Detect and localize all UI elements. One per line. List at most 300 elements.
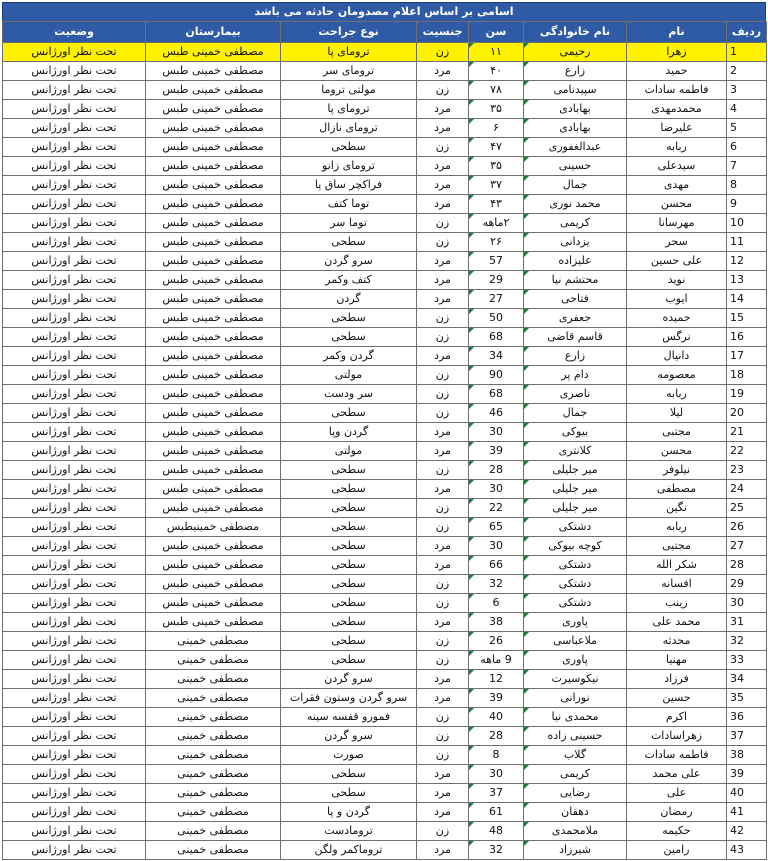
cell-first-name[interactable]: اکرم <box>627 708 727 727</box>
cell-row-number[interactable]: 32 <box>727 632 767 651</box>
cell-row-number[interactable]: 22 <box>727 442 767 461</box>
cell-injury-type[interactable]: مولتی <box>281 442 417 461</box>
cell-age[interactable]: 30 <box>469 537 524 556</box>
cell-age[interactable]: 27 <box>469 290 524 309</box>
cell-status[interactable]: تحت نظر اورژانس <box>3 290 146 309</box>
cell-injury-type[interactable]: ترومادست <box>281 822 417 841</box>
cell-gender[interactable]: مرد <box>417 195 469 214</box>
cell-row-number[interactable]: 16 <box>727 328 767 347</box>
cell-last-name[interactable]: جمال <box>524 176 627 195</box>
cell-row-number[interactable]: 34 <box>727 670 767 689</box>
cell-last-name[interactable]: رضایی <box>524 784 627 803</box>
cell-status[interactable]: تحت نظر اورژانس <box>3 746 146 765</box>
cell-age[interactable]: ۶ <box>469 119 524 138</box>
cell-first-name[interactable]: علیرضا <box>627 119 727 138</box>
cell-first-name[interactable]: حمید <box>627 62 727 81</box>
cell-status[interactable]: تحت نظر اورژانس <box>3 271 146 290</box>
cell-row-number[interactable]: 9 <box>727 195 767 214</box>
cell-hospital[interactable]: مصطفی خمینی طبس <box>146 385 281 404</box>
cell-gender[interactable]: زن <box>417 233 469 252</box>
cell-hospital[interactable]: مصطفی خمینی طبس <box>146 195 281 214</box>
cell-injury-type[interactable]: سرو گردن وستون فقرات <box>281 689 417 708</box>
cell-age[interactable]: ۲۶ <box>469 233 524 252</box>
table-row[interactable] <box>3 461 767 480</box>
cell-status[interactable]: تحت نظر اورژانس <box>3 328 146 347</box>
cell-injury-type[interactable]: ترومای نازال <box>281 119 417 138</box>
table-row[interactable] <box>3 499 767 518</box>
cell-injury-type[interactable]: سطحی <box>281 613 417 632</box>
cell-first-name[interactable]: محمد علی <box>627 613 727 632</box>
table-row[interactable] <box>3 214 767 233</box>
cell-gender[interactable]: مرد <box>417 100 469 119</box>
table-row[interactable] <box>3 689 767 708</box>
cell-age[interactable]: 32 <box>469 841 524 860</box>
cell-gender[interactable]: زن <box>417 138 469 157</box>
cell-first-name[interactable]: فرزاد <box>627 670 727 689</box>
cell-last-name[interactable]: کلانتری <box>524 442 627 461</box>
cell-last-name[interactable]: محمد نوری <box>524 195 627 214</box>
cell-injury-type[interactable]: توما کتف <box>281 195 417 214</box>
cell-age[interactable]: 48 <box>469 822 524 841</box>
cell-gender[interactable]: مرد <box>417 784 469 803</box>
table-row[interactable] <box>3 822 767 841</box>
cell-first-name[interactable]: حسین <box>627 689 727 708</box>
cell-row-number[interactable]: 43 <box>727 841 767 860</box>
cell-first-name[interactable]: سحر <box>627 233 727 252</box>
cell-hospital[interactable]: مصطفی خمینیطبس <box>146 518 281 537</box>
cell-injury-type[interactable]: فمورو قفسه سینه <box>281 708 417 727</box>
cell-age[interactable]: 37 <box>469 784 524 803</box>
cell-row-number[interactable]: 27 <box>727 537 767 556</box>
cell-gender[interactable]: زن <box>417 708 469 727</box>
table-row[interactable] <box>3 62 767 81</box>
cell-first-name[interactable]: ربابه <box>627 385 727 404</box>
cell-injury-type[interactable]: سطحی <box>281 233 417 252</box>
cell-gender[interactable]: زن <box>417 366 469 385</box>
cell-last-name[interactable]: نیکوسیرت <box>524 670 627 689</box>
cell-status[interactable]: تحت نظر اورژانس <box>3 727 146 746</box>
cell-status[interactable]: تحت نظر اورژانس <box>3 309 146 328</box>
table-row[interactable] <box>3 442 767 461</box>
cell-last-name[interactable]: کوچه بیوکی <box>524 537 627 556</box>
cell-status[interactable]: تحت نظر اورژانس <box>3 404 146 423</box>
cell-first-name[interactable]: زهرا <box>627 43 727 62</box>
cell-age[interactable]: ۷۸ <box>469 81 524 100</box>
cell-injury-type[interactable]: صورت <box>281 746 417 765</box>
cell-last-name[interactable]: میر جلیلی <box>524 461 627 480</box>
cell-last-name[interactable]: ملامحمدی <box>524 822 627 841</box>
cell-last-name[interactable]: ناصری <box>524 385 627 404</box>
cell-first-name[interactable]: زهراسادات <box>627 727 727 746</box>
cell-first-name[interactable]: محمدمهدی <box>627 100 727 119</box>
cell-hospital[interactable]: مصطفی خمینی <box>146 727 281 746</box>
cell-hospital[interactable]: مصطفی خمینی طبس <box>146 347 281 366</box>
cell-gender[interactable]: زن <box>417 404 469 423</box>
table-row[interactable] <box>3 480 767 499</box>
cell-first-name[interactable]: فاطمه سادات <box>627 746 727 765</box>
cell-last-name[interactable]: دشتکی <box>524 518 627 537</box>
cell-gender[interactable]: زن <box>417 461 469 480</box>
cell-last-name[interactable]: قاسم قاضی <box>524 328 627 347</box>
cell-status[interactable]: تحت نظر اورژانس <box>3 784 146 803</box>
cell-row-number[interactable]: 12 <box>727 252 767 271</box>
cell-last-name[interactable]: شیرزاد <box>524 841 627 860</box>
cell-gender[interactable]: زن <box>417 575 469 594</box>
cell-hospital[interactable]: مصطفی خمینی <box>146 689 281 708</box>
cell-row-number[interactable]: 36 <box>727 708 767 727</box>
cell-last-name[interactable]: کریمی <box>524 765 627 784</box>
table-row[interactable] <box>3 613 767 632</box>
cell-injury-type[interactable]: سطحی <box>281 518 417 537</box>
cell-status[interactable]: تحت نظر اورژانس <box>3 822 146 841</box>
cell-injury-type[interactable]: تروماکمر ولگن <box>281 841 417 860</box>
cell-first-name[interactable]: محسن <box>627 442 727 461</box>
table-row[interactable] <box>3 119 767 138</box>
cell-status[interactable]: تحت نظر اورژانس <box>3 138 146 157</box>
table-row[interactable] <box>3 328 767 347</box>
cell-status[interactable]: تحت نظر اورژانس <box>3 233 146 252</box>
cell-injury-type[interactable]: سطحی <box>281 556 417 575</box>
cell-status[interactable]: تحت نظر اورژانس <box>3 119 146 138</box>
cell-gender[interactable]: زن <box>417 309 469 328</box>
cell-first-name[interactable]: دانیال <box>627 347 727 366</box>
cell-age[interactable]: 9 ماهه <box>469 651 524 670</box>
cell-status[interactable]: تحت نظر اورژانس <box>3 442 146 461</box>
cell-age[interactable]: 40 <box>469 708 524 727</box>
cell-first-name[interactable]: مصطفی <box>627 480 727 499</box>
cell-last-name[interactable]: علیزاده <box>524 252 627 271</box>
cell-injury-type[interactable]: سرو گردن <box>281 252 417 271</box>
table-row[interactable] <box>3 727 767 746</box>
cell-status[interactable]: تحت نظر اورژانس <box>3 708 146 727</box>
cell-hospital[interactable]: مصطفی خمینی طبس <box>146 594 281 613</box>
cell-last-name[interactable]: کریمی <box>524 214 627 233</box>
cell-first-name[interactable]: فاطمه سادات <box>627 81 727 100</box>
cell-last-name[interactable]: میر جلیلی <box>524 480 627 499</box>
cell-status[interactable]: تحت نظر اورژانس <box>3 43 146 62</box>
cell-injury-type[interactable]: سطحی <box>281 594 417 613</box>
cell-row-number[interactable]: 17 <box>727 347 767 366</box>
cell-status[interactable]: تحت نظر اورژانس <box>3 176 146 195</box>
table-row[interactable] <box>3 157 767 176</box>
cell-hospital[interactable]: مصطفی خمینی طبس <box>146 328 281 347</box>
cell-injury-type[interactable]: سطحی <box>281 537 417 556</box>
cell-first-name[interactable]: علی <box>627 784 727 803</box>
cell-injury-type[interactable]: سر ودست <box>281 385 417 404</box>
cell-row-number[interactable]: 29 <box>727 575 767 594</box>
cell-last-name[interactable]: نورانی <box>524 689 627 708</box>
table-row[interactable] <box>3 81 767 100</box>
cell-row-number[interactable]: 13 <box>727 271 767 290</box>
cell-first-name[interactable]: علی حسین <box>627 252 727 271</box>
cell-last-name[interactable]: عبدالغفوری <box>524 138 627 157</box>
cell-status[interactable]: تحت نظر اورژانس <box>3 499 146 518</box>
cell-age[interactable]: 61 <box>469 803 524 822</box>
cell-row-number[interactable]: 10 <box>727 214 767 233</box>
cell-hospital[interactable]: مصطفی خمینی طبس <box>146 138 281 157</box>
cell-injury-type[interactable]: سطحی <box>281 138 417 157</box>
cell-row-number[interactable]: 20 <box>727 404 767 423</box>
cell-age[interactable]: 30 <box>469 765 524 784</box>
cell-hospital[interactable]: مصطفی خمینی طبس <box>146 309 281 328</box>
cell-status[interactable]: تحت نظر اورژانس <box>3 62 146 81</box>
cell-row-number[interactable]: 31 <box>727 613 767 632</box>
cell-last-name[interactable]: فتاحی <box>524 290 627 309</box>
cell-first-name[interactable]: لیلا <box>627 404 727 423</box>
cell-status[interactable]: تحت نظر اورژانس <box>3 347 146 366</box>
cell-last-name[interactable]: دهقان <box>524 803 627 822</box>
cell-status[interactable]: تحت نظر اورژانس <box>3 670 146 689</box>
cell-age[interactable]: 22 <box>469 499 524 518</box>
table-row[interactable] <box>3 746 767 765</box>
cell-hospital[interactable]: مصطفی خمینی <box>146 746 281 765</box>
cell-row-number[interactable]: 11 <box>727 233 767 252</box>
col-header-age[interactable]: سن <box>469 22 524 43</box>
cell-first-name[interactable]: افسانه <box>627 575 727 594</box>
cell-status[interactable]: تحت نظر اورژانس <box>3 518 146 537</box>
cell-gender[interactable]: مرد <box>417 271 469 290</box>
cell-gender[interactable]: زن <box>417 499 469 518</box>
cell-injury-type[interactable]: مولتی <box>281 366 417 385</box>
table-row[interactable] <box>3 594 767 613</box>
cell-age[interactable]: 65 <box>469 518 524 537</box>
cell-injury-type[interactable]: سطحی <box>281 499 417 518</box>
cell-age[interactable]: 32 <box>469 575 524 594</box>
cell-age[interactable]: 68 <box>469 328 524 347</box>
cell-injury-type[interactable]: سرو گردن <box>281 727 417 746</box>
cell-row-number[interactable]: 8 <box>727 176 767 195</box>
cell-gender[interactable]: زن <box>417 328 469 347</box>
cell-age[interactable]: 30 <box>469 423 524 442</box>
table-row[interactable] <box>3 556 767 575</box>
cell-first-name[interactable]: محدثه <box>627 632 727 651</box>
cell-status[interactable]: تحت نظر اورژانس <box>3 765 146 784</box>
cell-first-name[interactable]: سیدعلی <box>627 157 727 176</box>
cell-age[interactable]: 28 <box>469 727 524 746</box>
cell-hospital[interactable]: مصطفی خمینی <box>146 708 281 727</box>
cell-injury-type[interactable]: ترومای سر <box>281 62 417 81</box>
table-row[interactable] <box>3 347 767 366</box>
table-row[interactable] <box>3 252 767 271</box>
cell-hospital[interactable]: مصطفی خمینی طبس <box>146 157 281 176</box>
cell-injury-type[interactable]: سطحی <box>281 575 417 594</box>
cell-status[interactable]: تحت نظر اورژانس <box>3 157 146 176</box>
cell-first-name[interactable]: مجتبی <box>627 423 727 442</box>
cell-hospital[interactable]: مصطفی خمینی طبس <box>146 271 281 290</box>
cell-row-number[interactable]: 14 <box>727 290 767 309</box>
cell-row-number[interactable]: 3 <box>727 81 767 100</box>
cell-first-name[interactable]: معصومه <box>627 366 727 385</box>
cell-age[interactable]: 66 <box>469 556 524 575</box>
cell-gender[interactable]: زن <box>417 746 469 765</box>
cell-gender[interactable]: زن <box>417 632 469 651</box>
table-row[interactable] <box>3 366 767 385</box>
cell-gender[interactable]: مرد <box>417 347 469 366</box>
cell-gender[interactable]: زن <box>417 214 469 233</box>
cell-first-name[interactable]: مهنیا <box>627 651 727 670</box>
cell-first-name[interactable]: نرگس <box>627 328 727 347</box>
table-row[interactable] <box>3 803 767 822</box>
cell-hospital[interactable]: مصطفی خمینی طبس <box>146 442 281 461</box>
table-row[interactable] <box>3 765 767 784</box>
cell-gender[interactable]: مرد <box>417 62 469 81</box>
cell-first-name[interactable]: علی محمد <box>627 765 727 784</box>
cell-first-name[interactable]: مهرسانا <box>627 214 727 233</box>
cell-first-name[interactable]: زینب <box>627 594 727 613</box>
cell-last-name[interactable]: دام پر <box>524 366 627 385</box>
cell-hospital[interactable]: مصطفی خمینی طبس <box>146 81 281 100</box>
cell-hospital[interactable]: مصطفی خمینی طبس <box>146 176 281 195</box>
cell-last-name[interactable]: بیوکی <box>524 423 627 442</box>
cell-hospital[interactable]: مصطفی خمینی طبس <box>146 423 281 442</box>
cell-last-name[interactable]: بهابادی <box>524 100 627 119</box>
cell-injury-type[interactable]: سطحی <box>281 651 417 670</box>
cell-last-name[interactable]: حسینی زاده <box>524 727 627 746</box>
cell-status[interactable]: تحت نظر اورژانس <box>3 461 146 480</box>
cell-row-number[interactable]: 39 <box>727 765 767 784</box>
cell-gender[interactable]: زن <box>417 822 469 841</box>
cell-first-name[interactable]: محسن <box>627 195 727 214</box>
cell-last-name[interactable]: زارع <box>524 347 627 366</box>
cell-hospital[interactable]: مصطفی خمینی طبس <box>146 62 281 81</box>
cell-status[interactable]: تحت نظر اورژانس <box>3 252 146 271</box>
cell-age[interactable]: 46 <box>469 404 524 423</box>
table-row[interactable] <box>3 271 767 290</box>
cell-status[interactable]: تحت نظر اورژانس <box>3 613 146 632</box>
cell-injury-type[interactable]: سطحی <box>281 784 417 803</box>
cell-row-number[interactable]: 33 <box>727 651 767 670</box>
cell-injury-type[interactable]: توما سر <box>281 214 417 233</box>
cell-last-name[interactable]: دشتکی <box>524 556 627 575</box>
cell-gender[interactable]: زن <box>417 518 469 537</box>
cell-first-name[interactable]: نگین <box>627 499 727 518</box>
cell-gender[interactable]: زن <box>417 594 469 613</box>
table-row[interactable] <box>3 138 767 157</box>
cell-hospital[interactable]: مصطفی خمینی طبس <box>146 404 281 423</box>
cell-row-number[interactable]: 40 <box>727 784 767 803</box>
cell-injury-type[interactable]: سطحی <box>281 404 417 423</box>
cell-age[interactable]: 6 <box>469 594 524 613</box>
cell-age[interactable]: 57 <box>469 252 524 271</box>
cell-age[interactable]: 29 <box>469 271 524 290</box>
cell-gender[interactable]: زن <box>417 727 469 746</box>
cell-row-number[interactable]: 1 <box>727 43 767 62</box>
cell-last-name[interactable]: دشتکی <box>524 575 627 594</box>
table-row[interactable] <box>3 708 767 727</box>
cell-first-name[interactable]: رمضان <box>627 803 727 822</box>
cell-gender[interactable]: مرد <box>417 480 469 499</box>
col-header-last-name[interactable]: نام خانوادگی <box>524 22 627 43</box>
table-row[interactable] <box>3 176 767 195</box>
cell-row-number[interactable]: 4 <box>727 100 767 119</box>
cell-age[interactable]: 50 <box>469 309 524 328</box>
cell-status[interactable]: تحت نظر اورژانس <box>3 537 146 556</box>
cell-row-number[interactable]: 19 <box>727 385 767 404</box>
cell-row-number[interactable]: 15 <box>727 309 767 328</box>
cell-age[interactable]: ۴۷ <box>469 138 524 157</box>
cell-row-number[interactable]: 6 <box>727 138 767 157</box>
cell-row-number[interactable]: 42 <box>727 822 767 841</box>
cell-age[interactable]: 90 <box>469 366 524 385</box>
cell-hospital[interactable]: مصطفی خمینی <box>146 670 281 689</box>
cell-row-number[interactable]: 23 <box>727 461 767 480</box>
cell-gender[interactable]: مرد <box>417 119 469 138</box>
cell-hospital[interactable]: مصطفی خمینی <box>146 841 281 860</box>
cell-injury-type[interactable]: سطحی <box>281 480 417 499</box>
cell-last-name[interactable]: دشتکی <box>524 594 627 613</box>
cell-status[interactable]: تحت نظر اورژانس <box>3 803 146 822</box>
cell-hospital[interactable]: مصطفی خمینی طبس <box>146 613 281 632</box>
cell-hospital[interactable]: مصطفی خمینی طبس <box>146 290 281 309</box>
cell-row-number[interactable]: 28 <box>727 556 767 575</box>
cell-gender[interactable]: مرد <box>417 423 469 442</box>
cell-status[interactable]: تحت نظر اورژانس <box>3 423 146 442</box>
cell-age[interactable]: 12 <box>469 670 524 689</box>
cell-first-name[interactable]: ربابه <box>627 518 727 537</box>
cell-hospital[interactable]: مصطفی خمینی طبس <box>146 119 281 138</box>
cell-hospital[interactable]: مصطفی خمینی طبس <box>146 556 281 575</box>
cell-injury-type[interactable]: ترومای پا <box>281 100 417 119</box>
table-row[interactable] <box>3 309 767 328</box>
cell-status[interactable]: تحت نظر اورژانس <box>3 81 146 100</box>
cell-status[interactable]: تحت نظر اورژانس <box>3 632 146 651</box>
cell-row-number[interactable]: 30 <box>727 594 767 613</box>
table-row[interactable] <box>3 233 767 252</box>
cell-last-name[interactable]: یزدانی <box>524 233 627 252</box>
cell-row-number[interactable]: 7 <box>727 157 767 176</box>
cell-status[interactable]: تحت نظر اورژانس <box>3 689 146 708</box>
table-row[interactable] <box>3 423 767 442</box>
cell-gender[interactable]: مرد <box>417 176 469 195</box>
cell-first-name[interactable]: حکیمه <box>627 822 727 841</box>
table-row[interactable] <box>3 784 767 803</box>
cell-age[interactable]: ۴۳ <box>469 195 524 214</box>
cell-last-name[interactable]: سپیدنامی <box>524 81 627 100</box>
cell-row-number[interactable]: 38 <box>727 746 767 765</box>
cell-status[interactable]: تحت نظر اورژانس <box>3 480 146 499</box>
cell-age[interactable]: 8 <box>469 746 524 765</box>
col-header-first-name[interactable]: نام <box>627 22 727 43</box>
cell-last-name[interactable]: رحیمی <box>524 43 627 62</box>
cell-gender[interactable]: مرد <box>417 537 469 556</box>
cell-gender[interactable]: مرد <box>417 252 469 271</box>
cell-gender[interactable]: مرد <box>417 290 469 309</box>
cell-injury-type[interactable]: گردن وکمر <box>281 347 417 366</box>
cell-first-name[interactable]: ایوب <box>627 290 727 309</box>
col-header-gender[interactable]: جنسیت <box>417 22 469 43</box>
cell-hospital[interactable]: مصطفی خمینی طبس <box>146 366 281 385</box>
cell-age[interactable]: 39 <box>469 442 524 461</box>
cell-injury-type[interactable]: گردن وپا <box>281 423 417 442</box>
cell-status[interactable]: تحت نظر اورژانس <box>3 100 146 119</box>
cell-status[interactable]: تحت نظر اورژانس <box>3 556 146 575</box>
cell-last-name[interactable]: پاوری <box>524 651 627 670</box>
cell-age[interactable]: ۳۵ <box>469 157 524 176</box>
table-row[interactable] <box>3 195 767 214</box>
cell-age[interactable]: 34 <box>469 347 524 366</box>
cell-last-name[interactable]: جمال <box>524 404 627 423</box>
cell-age[interactable]: 26 <box>469 632 524 651</box>
cell-last-name[interactable]: حسینی <box>524 157 627 176</box>
cell-last-name[interactable]: پاوری <box>524 613 627 632</box>
cell-age[interactable]: ۲ماهه <box>469 214 524 233</box>
cell-hospital[interactable]: مصطفی خمینی طبس <box>146 252 281 271</box>
cell-gender[interactable]: مرد <box>417 157 469 176</box>
cell-gender[interactable]: زن <box>417 651 469 670</box>
cell-injury-type[interactable]: گردن <box>281 290 417 309</box>
cell-hospital[interactable]: مصطفی خمینی طبس <box>146 461 281 480</box>
cell-status[interactable]: تحت نظر اورژانس <box>3 841 146 860</box>
